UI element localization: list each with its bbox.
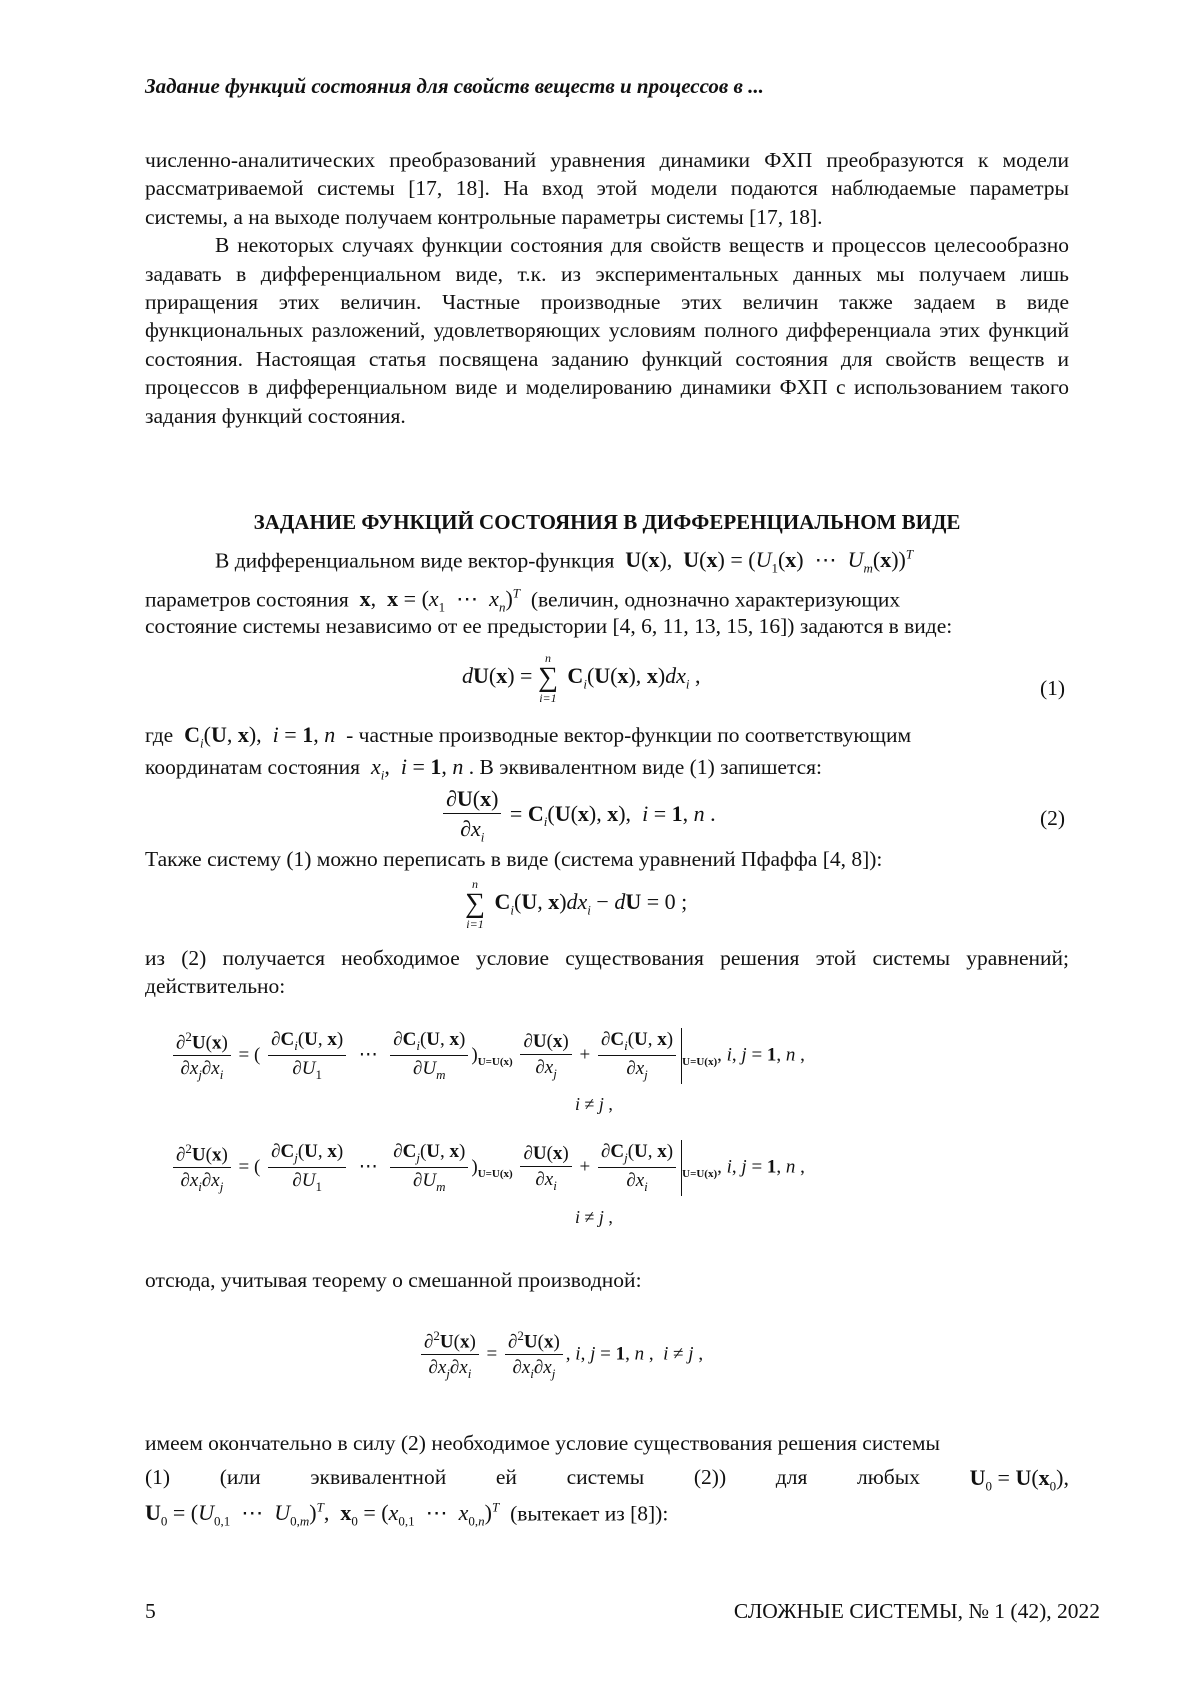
equation-symmetry: ∂2U(x) ∂xj∂xi = ∂2U(x) ∂xi∂xj , i, j = 1, n , i ≠ j ,: [418, 1328, 703, 1382]
section-title: ЗАДАНИЕ ФУНКЦИЙ СОСТОЯНИЯ В ДИФФЕРЕНЦИАЛЬНОМ ВИДЕ: [145, 510, 1069, 535]
fraction-dCi-dxj: ∂Ci(U, x) ∂xj: [598, 1029, 676, 1083]
paragraph-1-text: численно-аналитических преобразований уравнения динамики ФХП преобразуются к модели рассматриваемой системы [17, 18]. На вход этой модели подаются наблюдаемые параметры системы, а на выходе получаем контрольные параметры системы [17, 18].: [145, 146, 1069, 231]
word-or: (или: [220, 1465, 261, 1494]
fraction-sym-left: ∂2U(x) ∂xj∂xi: [421, 1328, 479, 1382]
where-line: [145, 722, 911, 751]
fraction-dU-dxi: ∂U(x) ∂xi: [443, 786, 501, 845]
word-equivalent: эквивалентной: [310, 1465, 446, 1494]
word-system: системы: [567, 1465, 645, 1494]
state-line: состояние системы независимо от ее предыстории [4, 6, 11, 13, 15, 16]) задаются в виде:: [145, 614, 952, 639]
fraction-dCj-dxi: ∂Cj(U, x) ∂xi: [598, 1141, 676, 1195]
word-any: любых: [857, 1465, 920, 1494]
equation-mixed-2: ∂2U(x) ∂xi∂xj = ( ∂Cj(U, x) ∂U1 ⋯ ∂Cj(U, x) ∂Um )U=U(x) ∂U(x) ∂xi + ∂Cj(U, x) ∂xi U=U(x), i, j = 1, n ,: [170, 1140, 805, 1196]
paragraph-from2: [145, 944, 1069, 1001]
finally-line: имеем окончательно в силу (2) необходимое условие существования решения системы: [145, 1431, 940, 1456]
partial-text: - частные производные вектор-функции по соответствующим: [346, 723, 911, 747]
fraction-dCj-dU1: ∂Cj(U, x) ∂U1: [268, 1141, 346, 1195]
equation-2-number: (2): [1040, 806, 1065, 831]
equation-pfaff: n ∑ i=1 Ci(U, x)dxi − dU = 0 ;: [465, 878, 687, 930]
equation-1: dU(x) = n ∑ i=1 Ci(U(x), x)dxi ,: [462, 652, 701, 704]
fraction-sym-right: ∂2U(x) ∂xi∂xj: [505, 1328, 563, 1382]
word-1: (1): [145, 1465, 170, 1494]
equation-mixed-1: ∂2U(x) ∂xj∂xi = ( ∂Ci(U, x) ∂U1 ⋯ ∂Ci(U, x) ∂Um )U=U(x) ∂U(x) ∂xj + ∂Ci(U, x) ∂xj U=U(x), i, j = 1, n ,: [170, 1028, 805, 1084]
initial-vectors-line: [145, 1500, 668, 1530]
follows-text: (вытекает из [8]):: [510, 1501, 668, 1525]
state-params-text: параметров состояния: [145, 587, 349, 611]
paragraph-1: [145, 146, 1069, 430]
coords-line: [145, 754, 822, 783]
paren-text: (величин, однозначно характеризующих: [531, 587, 900, 611]
conditions-line: [145, 1465, 1069, 1494]
page-number: 5: [145, 1599, 156, 1624]
equation-2: ∂U(x) ∂xi = Ci(U(x), x), i = 1, n .: [440, 786, 716, 845]
formula-U0-x0: U0 = (U0,1 ⋯ U0,m)T, x0 = (x0,1 ⋯ x0,n)T: [145, 1500, 505, 1525]
pfaff-line: Также систему (1) можно переписать в виде (система уравнений Пфаффа [4, 8]):: [145, 847, 882, 872]
vector-function-line: [215, 547, 913, 577]
sum-symbol-pfaff: n ∑ i=1: [465, 878, 485, 930]
word-for: для: [776, 1465, 808, 1494]
word-2: (2)): [694, 1465, 726, 1494]
journal-footer: СЛОЖНЫЕ СИСТЕМЫ, № 1 (42), 2022: [734, 1599, 1100, 1624]
mixed-derivative-line: отсюда, учитывая теорему о смешанной производной:: [145, 1268, 642, 1293]
condition-i-ne-j-2: i ≠ j ,: [575, 1207, 613, 1228]
word-her: ей: [496, 1465, 517, 1494]
where-text: где: [145, 723, 173, 747]
fraction-dCi-dU1: ∂Ci(U, x) ∂U1: [268, 1029, 346, 1083]
equiv-text: . В эквивалентном виде (1) запишется:: [469, 755, 822, 779]
fraction-dU-dxi-2: ∂U(x) ∂xi: [520, 1143, 571, 1194]
paragraph-from2-text: из (2) получается необходимое условие существования решения этой системы уравнений; действительно:: [145, 944, 1069, 1001]
vector-function-intro: В дифференциальном виде вектор-функция: [215, 548, 614, 572]
formula-U-of-x: U(x), U(x) = (U1(x) ⋯ Um(x))T: [620, 547, 913, 572]
formula-Ci: Ci(U, x), i = 1, n: [179, 722, 341, 747]
formula-U0: U0 = U(x0),: [970, 1465, 1069, 1494]
fraction-d2U-dxjdxi: ∂2U(x) ∂xj∂xi: [173, 1029, 231, 1083]
condition-i-ne-j-1: i ≠ j ,: [575, 1094, 613, 1115]
coords-text: координатам состояния: [145, 755, 360, 779]
fraction-dU-dxj: ∂U(x) ∂xj: [520, 1031, 571, 1082]
paragraph-2-text: В некоторых случаях функции состояния для свойств веществ и процессов целесообразно задавать в дифференциальном виде, т.к. из экспериментальных данных мы получаем лишь приращения этих величин. Частные производные этих величин также задаем в виде функциональных разложений, удовлетворяющих условиям полного дифференциала этих функций состояния. Настоящая статья посвящена заданию функций состояния для свойств веществ и процессов в дифференциальном виде и моделированию динамики ФХП с использованием такого задания функций состояния.: [145, 231, 1069, 430]
running-head: Задание функций состояния для свойств веществ и процессов в ...: [145, 74, 764, 99]
fraction-dCj-dUm: ∂Cj(U, x) ∂Um: [390, 1141, 468, 1195]
equation-1-number: (1): [1040, 676, 1065, 701]
state-params-line: [145, 586, 900, 616]
fraction-dCi-dUm: ∂Ci(U, x) ∂Um: [390, 1029, 468, 1083]
fraction-d2U-dxidxj: ∂2U(x) ∂xi∂xj: [173, 1141, 231, 1195]
formula-xi: xi, i = 1, n: [365, 754, 463, 779]
sum-symbol: n ∑ i=1: [538, 652, 558, 704]
formula-x-vector: x, x = (x1 ⋯ xn)T: [354, 586, 525, 611]
